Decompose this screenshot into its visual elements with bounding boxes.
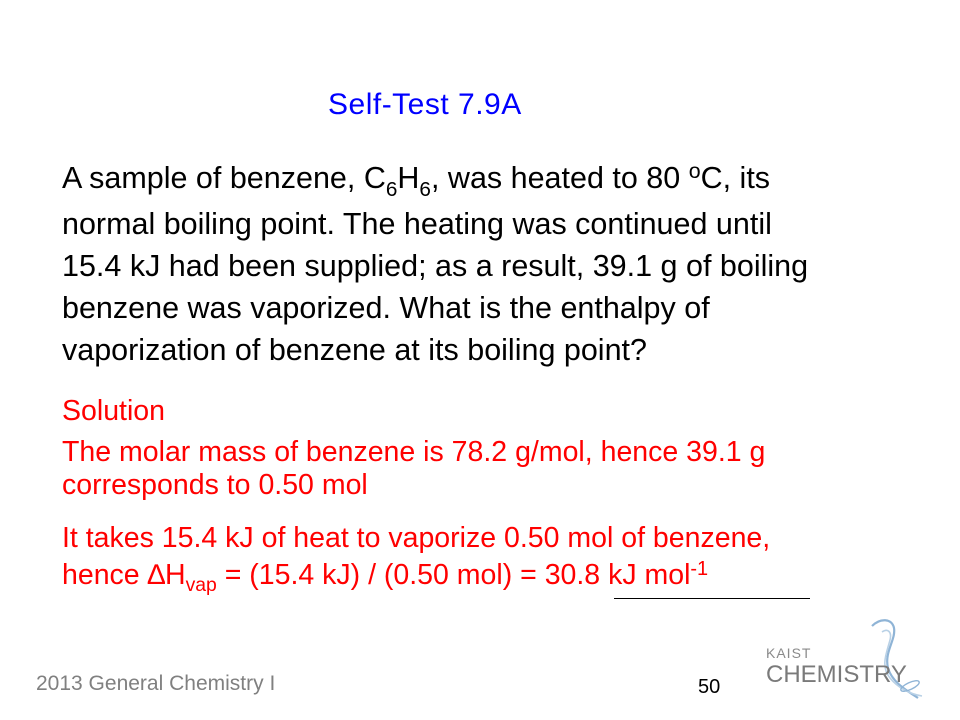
solution-heading: Solution	[62, 395, 165, 427]
course-footer: 2013 General Chemistry I	[36, 672, 276, 695]
answer-line-2: hence $\Delta H_{vap} = (15.4$ kJ) / (0.50 mol) = 30.8 kJ mol$^{-1}$	[62, 558, 709, 597]
degree-symbol: o	[688, 159, 701, 184]
logo-kaist-text: KAIST	[766, 645, 812, 661]
page-number: 50	[698, 676, 721, 698]
problem-line-2: normal boiling point. The heating was continued until	[62, 207, 772, 241]
solution-line-1: The molar mass of benzene is 78.2 g/mol, hence 39.1 g	[62, 436, 766, 468]
slide-title: Self-Test 7.9A	[328, 88, 522, 121]
problem-line-4: benzene was vaporized. What is the enthalpy of	[62, 291, 710, 325]
answer-block	[62, 520, 770, 597]
kaist-chemistry-logo	[760, 612, 950, 712]
problem-line-3: 15.4 kJ had been supplied; as a result, 39.1 g of boiling	[62, 249, 809, 283]
problem-line-5: vaporization of benzene at its boiling point?	[62, 333, 647, 367]
logo-graphic	[760, 612, 950, 712]
solution-line-2: corresponds to 0.50 mol	[62, 469, 368, 501]
solution-block	[62, 395, 765, 502]
problem-line-1: A sample of benzene, $C_6H_6$, was heated to 80 $^o$C, its	[62, 159, 771, 201]
problem-text	[62, 157, 942, 371]
answer-line-1: It takes 15.4 kJ of heat to vaporize 0.50 mol of benzene,	[62, 522, 771, 554]
logo-chemistry-text: CHEMISTRY	[766, 661, 907, 688]
answer-underline	[614, 598, 810, 599]
